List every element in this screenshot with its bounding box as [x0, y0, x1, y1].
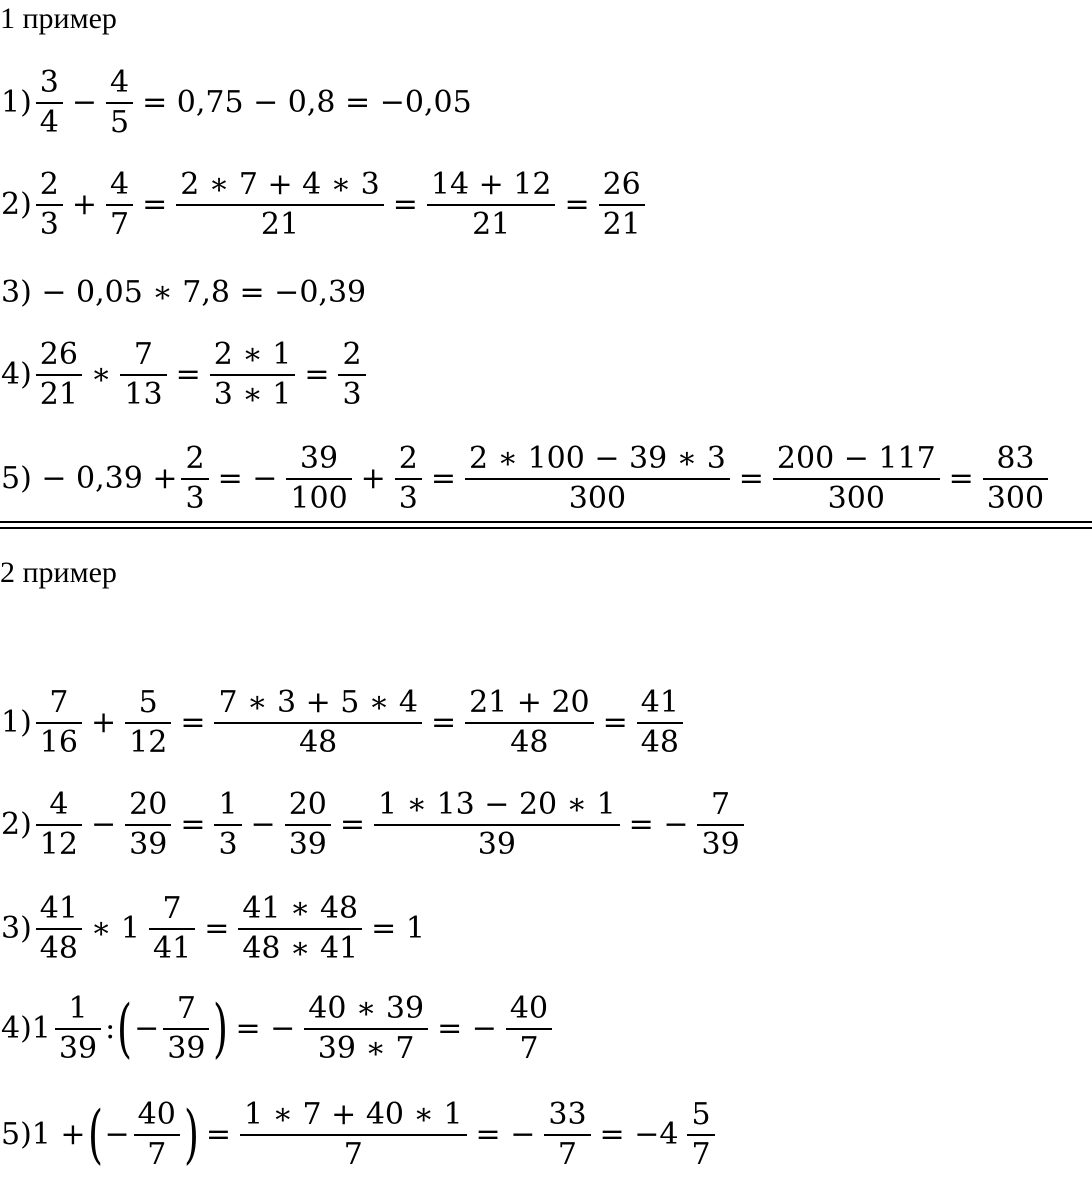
minus-sign: − — [134, 1011, 160, 1046]
equals-sign: = − — [235, 1011, 296, 1046]
fraction — [465, 441, 730, 516]
numerator: 2 ∗ 7 + 4 ∗ 3 — [180, 167, 380, 202]
ex2-line-2 — [0, 787, 747, 862]
equals-sign: = — [738, 461, 764, 496]
equals-sign: = − — [628, 807, 689, 842]
minus-sign: − — [104, 1117, 130, 1152]
numerator: 7 — [711, 787, 731, 822]
denominator: 48 — [299, 725, 338, 760]
numerator: 7 — [162, 891, 182, 926]
fraction — [214, 685, 421, 760]
fraction — [36, 167, 63, 242]
line-label: 5)1 + — [1, 1117, 86, 1152]
denominator: 300 — [986, 481, 1045, 516]
denominator: 39 — [477, 827, 516, 862]
numerator: 1 ∗ 7 + 40 ∗ 1 — [243, 1097, 463, 1132]
denominator: 3 — [39, 207, 59, 242]
ex1-line-1 — [0, 65, 478, 140]
fraction — [697, 787, 743, 862]
numerator: 4 — [110, 167, 130, 202]
denominator: 5 — [110, 105, 130, 140]
equals-sign: = — [564, 187, 590, 222]
left-parenthesis: ( — [117, 992, 133, 1066]
division-sign: : — [105, 1011, 116, 1046]
fraction — [214, 787, 241, 862]
numerator: 5 — [691, 1097, 711, 1132]
right-parenthesis: ) — [183, 1098, 199, 1172]
fraction — [544, 1097, 590, 1172]
fraction — [240, 1097, 467, 1172]
fraction — [125, 787, 171, 862]
numerator: 2 — [342, 337, 362, 372]
fraction — [106, 65, 133, 140]
line-label: 1) — [1, 85, 32, 120]
equals-sign: = — [180, 705, 206, 740]
numerator: 3 — [39, 65, 59, 100]
denominator: 3 — [398, 481, 418, 516]
denominator: 3 ∗ 1 — [213, 377, 292, 412]
denominator: 48 — [39, 931, 78, 966]
ex2-line-5 — [0, 1097, 718, 1172]
denominator: 48 — [640, 725, 679, 760]
operator: + — [71, 187, 98, 222]
equals-sign: = — [430, 461, 457, 496]
denominator: 41 — [153, 931, 192, 966]
fraction — [36, 337, 82, 412]
fraction — [286, 441, 351, 516]
equals-sign: = — [205, 1117, 231, 1152]
ex2-line-3 — [0, 891, 431, 966]
equals-sign: = — [204, 911, 230, 946]
fraction — [506, 991, 552, 1066]
example-1-title: 1 пример — [0, 2, 117, 35]
fraction — [427, 167, 556, 242]
operator: − — [90, 807, 117, 842]
denominator: 7 — [519, 1031, 539, 1066]
line-label: 2) — [1, 807, 32, 842]
equals-sign: = — [392, 187, 418, 222]
fraction — [120, 337, 166, 412]
fraction — [163, 991, 209, 1066]
numerator: 7 — [133, 337, 154, 372]
fraction — [176, 167, 383, 242]
equals-sign: = −4 — [599, 1117, 679, 1152]
denominator: 300 — [827, 481, 885, 516]
ex2-line-1 — [0, 685, 686, 760]
denominator: 7 — [691, 1137, 711, 1172]
fraction — [238, 891, 362, 966]
fraction — [36, 787, 82, 862]
numerator: 2 — [39, 167, 59, 202]
right-parenthesis: ) — [213, 992, 229, 1066]
operator: + — [360, 461, 386, 496]
denominator: 7 — [343, 1137, 363, 1172]
numerator: 4 — [49, 787, 69, 822]
numerator: 1 — [68, 991, 88, 1026]
denominator: 12 — [129, 725, 168, 760]
numerator: 7 ∗ 3 + 5 ∗ 4 — [218, 685, 418, 720]
fraction — [125, 685, 171, 760]
numerator: 40 ∗ 39 — [308, 991, 425, 1026]
fraction — [687, 1097, 714, 1172]
operator: ∗ — [90, 357, 112, 392]
ex1-line-2 — [0, 167, 648, 242]
fraction — [149, 891, 195, 966]
denominator: 48 — [510, 725, 549, 760]
fraction — [36, 685, 82, 760]
fraction — [210, 337, 296, 412]
equals-sign: = — [180, 807, 206, 842]
numerator: 5 — [138, 685, 158, 720]
denominator: 3 — [342, 377, 362, 412]
denominator: 48 ∗ 41 — [242, 931, 359, 966]
numerator: 40 — [137, 1097, 176, 1132]
numerator: 26 — [602, 167, 641, 202]
numerator: 7 — [176, 991, 196, 1026]
equals-sign: = — [175, 357, 201, 392]
line-label: 4) — [1, 357, 32, 392]
operator: + — [90, 705, 117, 740]
denominator: 21 — [602, 207, 641, 242]
equals-sign: = − — [475, 1117, 536, 1152]
numerator: 41 — [640, 685, 679, 720]
line-label: 5) − 0,39 + — [1, 461, 178, 496]
numerator: 1 — [218, 787, 238, 822]
fraction — [338, 337, 365, 412]
equals-sign: = — [948, 461, 974, 496]
equals-sign: = — [142, 187, 168, 222]
numerator: 40 — [509, 991, 549, 1026]
fraction — [773, 441, 940, 516]
fraction — [134, 1097, 180, 1172]
section-divider — [0, 521, 1092, 523]
denominator: 13 — [124, 377, 163, 412]
numerator: 33 — [548, 1097, 587, 1132]
denominator: 39 — [288, 827, 327, 862]
denominator: 12 — [39, 827, 78, 862]
denominator: 39 — [58, 1031, 98, 1066]
equals-sign: = — [304, 357, 330, 392]
line-label: 4)1 — [1, 1011, 51, 1046]
ex1-line-4 — [0, 337, 369, 412]
numerator: 20 — [288, 787, 327, 822]
ex2-line-4 — [0, 991, 555, 1066]
denominator: 100 — [290, 481, 348, 516]
numerator: 200 − 117 — [776, 441, 936, 476]
section-divider — [0, 527, 1092, 529]
denominator: 7 — [110, 207, 130, 242]
numerator: 7 — [49, 685, 69, 720]
left-parenthesis: ( — [87, 1098, 103, 1172]
numerator: 2 ∗ 100 − 39 ∗ 3 — [469, 441, 726, 476]
denominator: 39 — [129, 827, 168, 862]
fraction — [374, 787, 620, 862]
operator: − — [71, 85, 98, 120]
denominator: 39 ∗ 7 — [317, 1031, 415, 1066]
fraction — [637, 685, 683, 760]
line-label: 1) — [1, 705, 32, 740]
fraction — [285, 787, 331, 862]
operator: ∗ 1 — [90, 911, 140, 946]
result-text: = 1 — [371, 911, 425, 946]
equals-sign: = — [430, 705, 457, 740]
fraction — [36, 891, 82, 966]
equals-sign: = — [602, 705, 628, 740]
denominator: 39 — [167, 1031, 206, 1066]
numerator: 20 — [129, 787, 168, 822]
denominator: 300 — [568, 481, 627, 516]
fraction — [395, 441, 422, 516]
equals-sign: = − — [217, 461, 278, 496]
numerator: 14 + 12 — [430, 167, 552, 202]
numerator: 4 — [110, 65, 130, 100]
denominator: 3 — [218, 827, 238, 862]
numerator: 41 — [39, 891, 78, 926]
equals-sign: = — [339, 807, 366, 842]
fraction — [106, 167, 133, 242]
numerator: 41 ∗ 48 — [242, 891, 359, 926]
denominator: 21 — [260, 207, 300, 242]
denominator: 3 — [185, 481, 205, 516]
ex1-line-5 — [0, 441, 1051, 516]
fraction — [304, 991, 428, 1066]
denominator: 7 — [557, 1137, 577, 1172]
fraction — [599, 167, 645, 242]
denominator: 21 — [39, 377, 78, 412]
fraction — [181, 441, 208, 516]
numerator: 26 — [39, 337, 78, 372]
line-text: 3) − 0,05 ∗ 7,8 = −0,39 — [1, 275, 367, 310]
numerator: 83 — [996, 441, 1035, 476]
ex1-line-3 — [0, 275, 367, 310]
example-2-title: 2 пример — [0, 556, 117, 589]
line-label: 2) — [1, 187, 32, 222]
operator: − — [250, 807, 276, 842]
denominator: 4 — [39, 105, 59, 140]
denominator: 7 — [147, 1137, 167, 1172]
fraction — [465, 685, 594, 760]
numerator: 2 ∗ 1 — [213, 337, 292, 372]
numerator: 1 ∗ 13 − 20 ∗ 1 — [378, 787, 616, 822]
numerator: 2 — [185, 441, 205, 476]
fraction — [55, 991, 101, 1066]
fraction — [983, 441, 1048, 516]
denominator: 21 — [472, 207, 511, 242]
denominator: 16 — [39, 725, 78, 760]
numerator: 21 + 20 — [469, 685, 590, 720]
numerator: 2 — [398, 441, 418, 476]
numerator: 39 — [299, 441, 339, 476]
fraction — [36, 65, 63, 140]
result-text: = 0,75 − 0,8 = −0,05 — [142, 85, 472, 120]
denominator: 39 — [701, 827, 740, 862]
line-label: 3) — [1, 911, 32, 946]
equals-sign: = − — [437, 1011, 497, 1046]
